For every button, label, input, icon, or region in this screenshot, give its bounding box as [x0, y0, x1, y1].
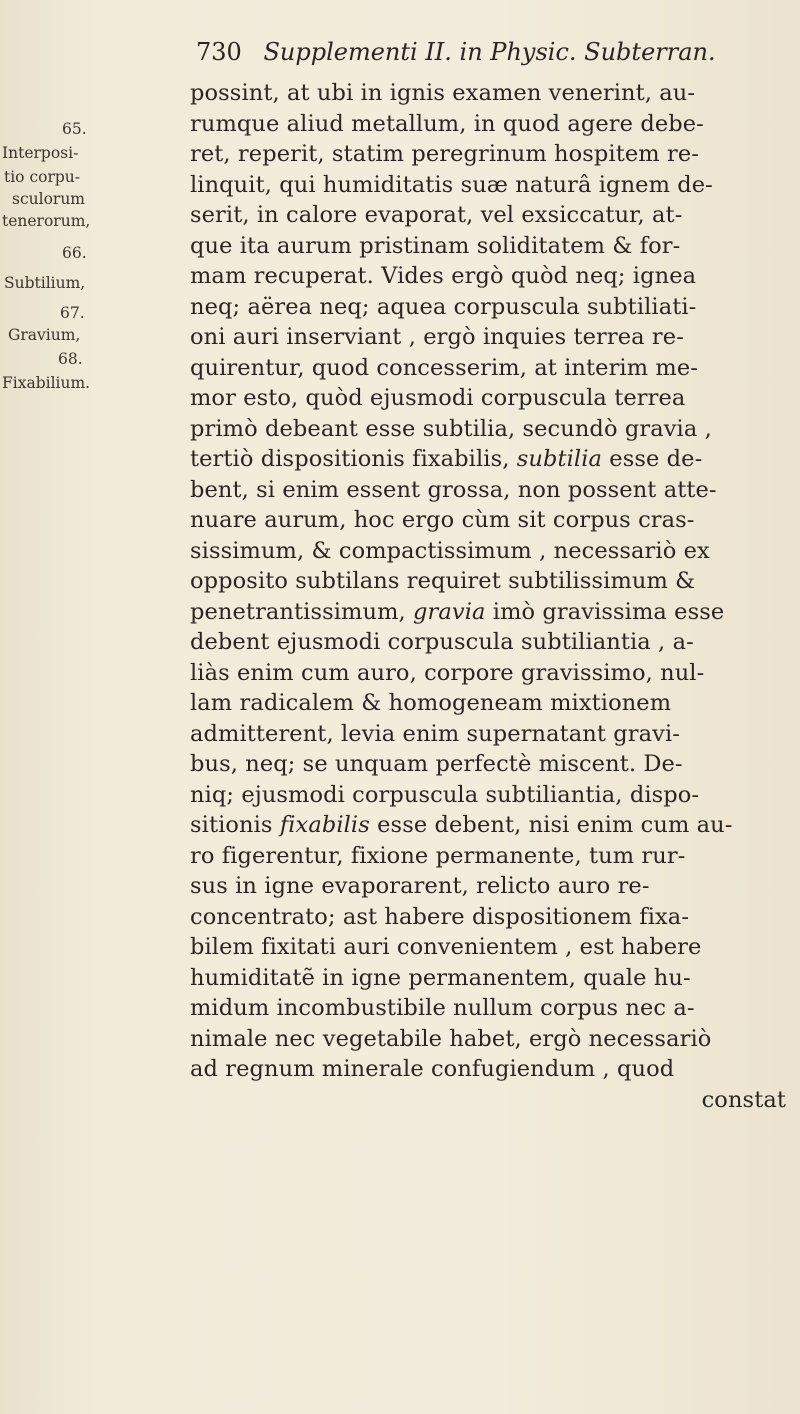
running-header: [196, 38, 776, 66]
text-line: ro figerentur, fixione permanente, tum rur-: [190, 842, 686, 869]
text-line: neq; aërea neq; aquea corpuscula subtiliati-: [190, 293, 697, 320]
text-line: oni auri inserviant , ergò inquies terrea re-: [190, 324, 684, 350]
text-line: ad regnum minerale confugiendum , quod: [190, 1056, 675, 1082]
margin-note-66: 66.: [62, 244, 87, 262]
margin-note-tenerorum: tenerorum,: [2, 212, 91, 230]
running-title: Supplementi II. in Physic. Subterran.: [263, 38, 716, 66]
margin-note-67: 67.: [60, 304, 85, 322]
catchword: constat: [701, 1086, 786, 1113]
text-line: tertiò dispositionis fixabilis, subtilia esse de-: [190, 446, 703, 472]
text-line: sissimum, & compactissimum , necessariò ex: [190, 537, 710, 564]
text-line: bilem fixitati auri convenientem , est habere: [190, 934, 702, 960]
margin-note-sculorum: sculorum: [12, 190, 85, 208]
main-text: [190, 78, 786, 1115]
italic-term: subtilia: [516, 446, 603, 472]
page-number: 730: [196, 38, 242, 66]
text-line: bent, si enim essent grossa, non possent atte-: [190, 476, 717, 503]
text-line: niq; ejusmodi corpuscula subtiliantia, dispo-: [190, 781, 700, 808]
margin-note-68: 68.: [58, 350, 83, 368]
text-line: debent ejusmodi corpuscula subtiliantia , a-: [190, 629, 694, 655]
text-line: primò debeant esse subtilia, secundò gravia ,: [190, 415, 712, 442]
margin-note-gravium: Gravium,: [8, 326, 81, 344]
text-line: concentrato; ast habere dispositionem fixa-: [190, 903, 690, 930]
text-line: humiditatẽ in igne permanentem, quale hu-: [190, 964, 691, 991]
text-line: midum incombustibile nullum corpus nec a-: [190, 995, 695, 1021]
margin-note-fixabilium: Fixabilium.: [2, 374, 91, 392]
text-line: linquit, qui humiditatis suæ naturâ ignem de-: [190, 171, 713, 198]
margin-note-subtilium: Subtilium,: [4, 274, 86, 292]
text-line: liàs enim cum auro, corpore gravissimo, nul-: [190, 659, 705, 686]
text-line: bus, neq; se unquam perfectè miscent. De-: [190, 751, 683, 777]
italic-term: gravia: [413, 598, 486, 625]
text-line: ret, reperit, statim peregrinum hospitem re-: [190, 141, 699, 167]
text-line: rumque aliud metallum, in quod agere debe-: [190, 110, 704, 137]
text-line: lam radicalem & homogeneam mixtionem: [190, 690, 672, 716]
text-line: que ita aurum pristinam soliditatem & for-: [190, 232, 681, 259]
text-line: quirentur, quod concesserim, at interim me-: [190, 354, 698, 381]
text-line: possint, at ubi in ignis examen venerint, au-: [190, 80, 696, 106]
margin-note-tio-corpu: tio corpu-: [4, 168, 81, 186]
text-line: serit, in calore evaporat, vel exsiccatur, at-: [190, 202, 683, 228]
text-line: sus in igne evaporarent, relicto auro re-: [190, 873, 650, 899]
text-line: mam recuperat. Vides ergò quòd neq; ignea: [190, 263, 697, 289]
italic-term: fixabilis: [279, 812, 370, 838]
text-line: nuare aurum, hoc ergo cùm sit corpus cras-: [190, 507, 695, 533]
text-line: admitterent, levia enim supernatant gravi-: [190, 720, 680, 747]
margin-note-interposi: Interposi-: [2, 144, 79, 162]
text-line: penetrantissimum, gravia imò gravissima esse: [190, 598, 725, 625]
margin-note-65: 65.: [62, 120, 87, 138]
text-line: sitionis fixabilis esse debent, nisi enim cum au-: [190, 812, 733, 838]
text-line: nimale nec vegetabile habet, ergò necessariò: [190, 1025, 712, 1052]
text-line: opposito subtilans requiret subtilissimum &: [190, 568, 696, 594]
text-line: mor esto, quòd ejusmodi corpuscula terrea: [190, 385, 686, 411]
